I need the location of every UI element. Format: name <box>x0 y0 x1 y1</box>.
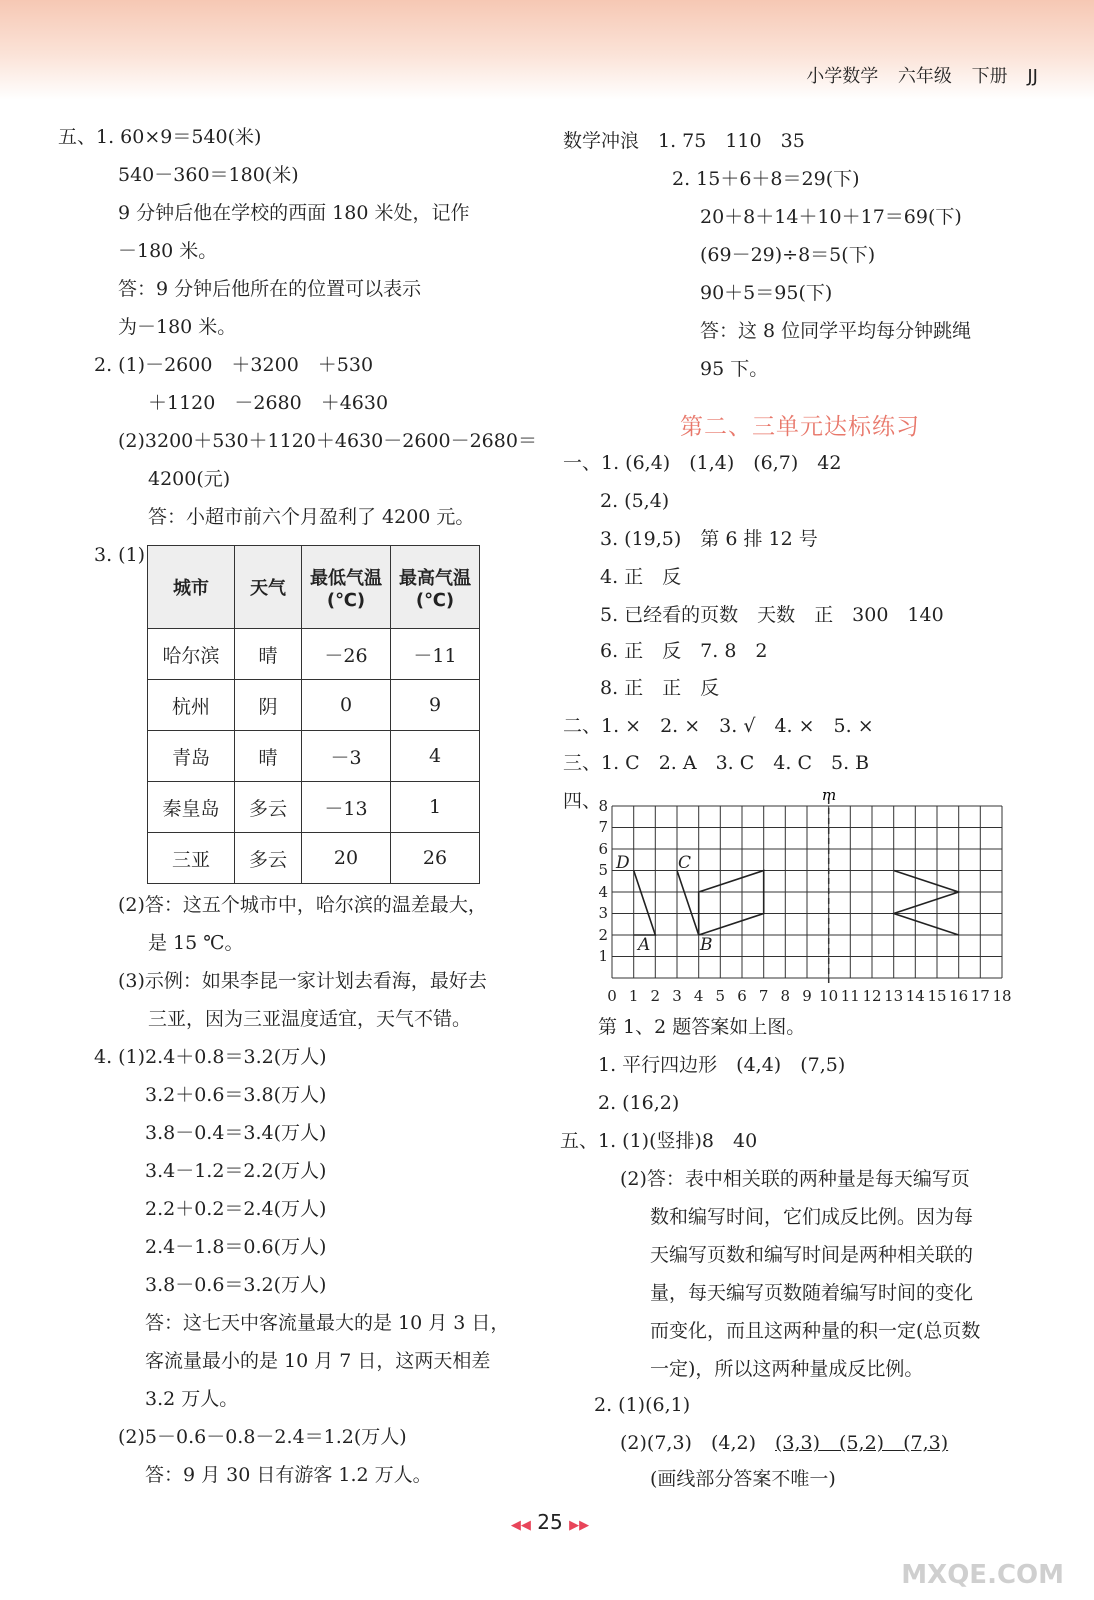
text-line: 答：这 8 位同学平均每分钟跳绳 <box>700 320 972 342</box>
text-line: 8. 正 正 反 <box>600 677 720 699</box>
text-line: 20＋8＋14＋10＋17＝69(下) <box>700 206 962 228</box>
next-arrows-icon: ▶▶ <box>569 1518 590 1533</box>
table-cell: －13 <box>302 782 391 833</box>
text-line: 数和编写时间，它们成反比例。因为每 <box>650 1206 974 1228</box>
text-line: 一定)，所以这两种量成反比例。 <box>650 1358 924 1380</box>
text-line: 一、1. (6,4) (1,4) (6,7) 42 <box>563 452 842 474</box>
table-cell: 哈尔滨 <box>148 629 235 680</box>
text-line: 四、 <box>563 790 602 812</box>
text-line: 二、1. × 2. × 3. √ 4. × 5. × <box>563 715 874 737</box>
y-tick: 2 <box>598 926 608 944</box>
table-cell: 0 <box>302 680 391 731</box>
book-title: 小学数学 六年级 下册 JJ <box>806 66 1038 87</box>
text-line: 2. (5,4) <box>600 490 670 512</box>
text-line: 五、1. 60×9＝540(米) <box>58 126 262 148</box>
text-line: 3. (1) <box>94 544 146 566</box>
x-tick: 7 <box>758 987 769 1005</box>
text-line: 95 下。 <box>700 358 769 380</box>
table-cell: 26 <box>391 833 480 884</box>
text-line: 3. (19,5) 第 6 排 12 号 <box>600 528 818 550</box>
table-cell: 9 <box>391 680 480 731</box>
x-tick: 1 <box>628 987 639 1005</box>
point-label: B <box>700 935 713 955</box>
text-line: 9 分钟后他在学校的西面 180 米处，记作 <box>118 202 470 224</box>
text-line: (2)3200＋530＋1120＋4630－2600－2680＝ <box>118 430 537 452</box>
text-line: 3.8－0.6＝3.2(万人) <box>145 1274 327 1296</box>
x-tick: 4 <box>693 987 704 1005</box>
text-line: 天编写页数和编写时间是两种相关联的 <box>650 1244 974 1266</box>
answer-text: (2)(7,3) (4,2) <box>620 1432 775 1454</box>
table-cell: －3 <box>302 731 391 782</box>
x-tick: 9 <box>802 987 812 1005</box>
table-cell: 晴 <box>235 629 302 680</box>
text-line: ＋1120 －2680 ＋4630 <box>148 392 389 414</box>
table-header-cell: 天气 <box>235 546 302 629</box>
text-line: 五、1. (1)(竖排)8 40 <box>560 1130 758 1152</box>
y-tick: 1 <box>598 947 608 965</box>
underlined-answer: (3,3) (5,2) (7,3) <box>775 1432 949 1454</box>
page-number: 25 <box>537 1510 563 1534</box>
coordinate-grid <box>590 788 1020 1010</box>
text-line: －180 米。 <box>118 240 218 262</box>
text-line: 答：9 分钟后他所在的位置可以表示 <box>118 278 422 300</box>
watermark: MXQE.COM <box>901 1560 1064 1590</box>
y-tick: 6 <box>598 840 608 858</box>
x-tick: 17 <box>970 987 990 1005</box>
table-cell: 杭州 <box>148 680 235 731</box>
y-tick: 5 <box>598 861 608 879</box>
x-tick: 15 <box>927 987 947 1005</box>
table-cell: 多云 <box>235 833 302 884</box>
text-line: (69－29)÷8＝5(下) <box>700 244 876 266</box>
table-cell: 1 <box>391 782 480 833</box>
text-line <box>620 1430 948 1456</box>
text-line: (3)示例：如果李昆一家计划去看海，最好去 <box>118 970 487 992</box>
page-number-area <box>470 1510 630 1534</box>
text-line: 4200(元) <box>148 468 231 490</box>
x-tick: 3 <box>672 987 682 1005</box>
text-line: 2.4－1.8＝0.6(万人) <box>145 1236 327 1258</box>
table-cell: 晴 <box>235 731 302 782</box>
x-tick: 0 <box>607 987 617 1005</box>
text-line: 540－360＝180(米) <box>118 164 299 186</box>
x-tick: 14 <box>905 987 925 1005</box>
table-cell: 青岛 <box>148 731 235 782</box>
x-tick: 18 <box>992 987 1012 1005</box>
table-header-row <box>148 546 480 629</box>
x-tick: 2 <box>650 987 661 1005</box>
table-cell: －26 <box>302 629 391 680</box>
text-line: (画线部分答案不唯一) <box>650 1468 836 1490</box>
x-tick: 8 <box>780 987 791 1005</box>
shape-reflected <box>894 871 959 936</box>
shape-left-triangle <box>634 871 656 936</box>
x-tick: 16 <box>949 987 969 1005</box>
table-header-cell: 城市 <box>148 546 235 629</box>
table-cell: 秦皇岛 <box>148 782 235 833</box>
table-row <box>148 629 480 680</box>
point-label: A <box>638 935 651 955</box>
text-line: 6. 正 反 7. 8 2 <box>600 640 768 662</box>
text-line: 为－180 米。 <box>118 316 237 338</box>
y-tick: 8 <box>598 797 608 815</box>
text-line: 答：这七天中客流量最大的是 10 月 3 日， <box>145 1312 510 1334</box>
table-cell: 三亚 <box>148 833 235 884</box>
table-cell: －11 <box>391 629 480 680</box>
text-line: 三亚，因为三亚温度适宜，天气不错。 <box>148 1008 472 1030</box>
table-row <box>148 833 480 884</box>
text-line: 第 1、2 题答案如上图。 <box>598 1016 806 1038</box>
text-line: 3.4－1.2＝2.2(万人) <box>145 1160 327 1182</box>
table-cell: 多云 <box>235 782 302 833</box>
table-row <box>148 731 480 782</box>
table-cell: 20 <box>302 833 391 884</box>
axis-label: m <box>822 788 837 804</box>
text-line: 2. (16,2) <box>598 1092 680 1114</box>
text-line: 答：9 月 30 日有游客 1.2 万人。 <box>145 1464 432 1486</box>
x-tick: 5 <box>715 987 726 1005</box>
text-line: 是 15 ℃。 <box>148 932 244 954</box>
prev-arrows-icon: ◀◀ <box>510 1518 531 1533</box>
text-line: 3.2＋0.6＝3.8(万人) <box>145 1084 327 1106</box>
text-line: 2.2＋0.2＝2.4(万人) <box>145 1198 327 1220</box>
text-line: 而变化，而且这两种量的积一定(总页数 <box>650 1320 981 1342</box>
y-tick: 3 <box>598 904 608 922</box>
x-tick: 10 <box>819 987 839 1005</box>
point-label: D <box>616 853 630 873</box>
y-tick: 7 <box>598 818 608 836</box>
point-label: C <box>678 853 692 873</box>
table-row <box>148 782 480 833</box>
text-line: 答：小超市前六个月盈利了 4200 元。 <box>148 506 475 528</box>
text-line: (2)答：表中相关联的两种量是每天编写页 <box>620 1168 970 1190</box>
text-line: 3.2 万人。 <box>145 1388 239 1410</box>
text-line: 量，每天编写页数随着编写时间的变化 <box>650 1282 974 1304</box>
weather-table <box>147 545 480 884</box>
y-tick: 4 <box>598 883 608 901</box>
table-header-cell: 最低气温(℃) <box>302 546 391 629</box>
text-line: 3.8－0.4＝3.4(万人) <box>145 1122 327 1144</box>
table-cell: 阴 <box>235 680 302 731</box>
table-cell: 4 <box>391 731 480 782</box>
text-line: (2)答：这五个城市中，哈尔滨的温差最大， <box>118 894 487 916</box>
section-title: 第二、三单元达标练习 <box>680 414 920 440</box>
text-line: 4. 正 反 <box>600 566 682 588</box>
text-line: 4. (1)2.4＋0.8＝3.2(万人) <box>94 1046 327 1068</box>
text-line: 2. 15＋6＋8＝29(下) <box>672 168 860 190</box>
text-line: 2. (1)－2600 ＋3200 ＋530 <box>94 354 374 376</box>
text-line: 1. 平行四边形 (4,4) (7,5) <box>598 1054 846 1076</box>
text-line: 客流量最小的是 10 月 7 日，这两天相差 <box>145 1350 491 1372</box>
text-line: 三、1. C 2. A 3. C 4. C 5. B <box>563 752 870 774</box>
text-line: 2. (1)(6,1) <box>594 1394 691 1416</box>
table-header-cell: 最高气温(℃) <box>391 546 480 629</box>
x-tick: 6 <box>737 987 747 1005</box>
text-line: 5. 已经看的页数 天数 正 300 140 <box>600 604 944 626</box>
x-tick: 13 <box>884 987 904 1005</box>
text-line: 90＋5＝95(下) <box>700 282 833 304</box>
text-line: 数学冲浪 1. 75 110 35 <box>563 130 805 152</box>
x-tick: 11 <box>840 987 860 1005</box>
x-tick: 12 <box>862 987 882 1005</box>
text-line: (2)5－0.6－0.8－2.4＝1.2(万人) <box>118 1426 407 1448</box>
table-row <box>148 680 480 731</box>
